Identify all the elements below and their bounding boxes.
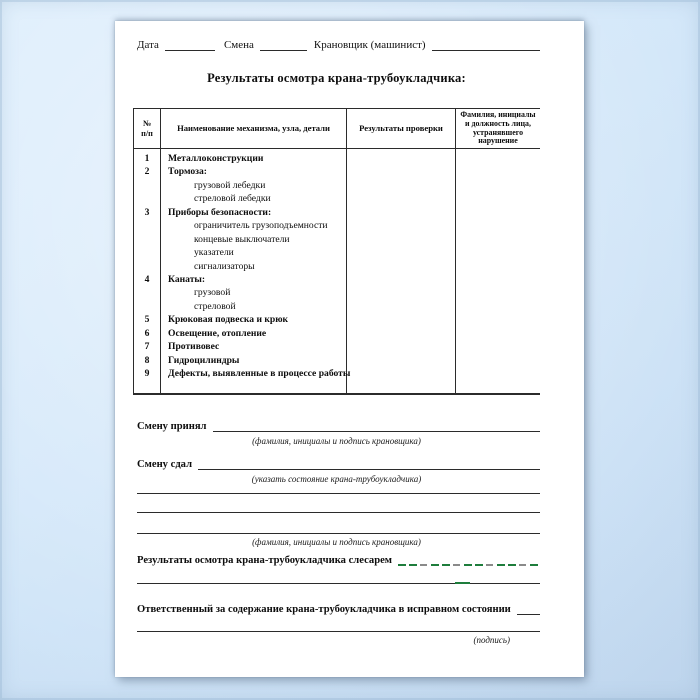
signature-hint: (подпись)	[473, 635, 510, 645]
table-row-item: Дефекты, выявленные в процессе работы	[168, 368, 351, 379]
table-row-number	[134, 233, 160, 246]
table-row-number	[134, 246, 160, 259]
table-row-number: 3	[144, 206, 150, 218]
table-row-number	[134, 192, 160, 205]
table-row-number	[134, 179, 160, 192]
shift-handed-row	[137, 456, 540, 470]
shift-handed-hint: (указать состояние крана-трубоукладчика)	[251, 474, 422, 484]
table-row-item: Гидроцилиндры	[168, 354, 240, 366]
blank-line-5	[137, 631, 540, 632]
operator-blank-line	[432, 37, 540, 51]
operator-label: Крановщик (машинист)	[313, 39, 426, 51]
responsible-row	[137, 601, 540, 615]
table-col-name-body	[161, 149, 351, 394]
table-col-result-body	[347, 149, 456, 394]
table-row-item: стреловой лебедки	[194, 193, 271, 205]
crane-operator-hint: (фамилия, инициалы и подпись крановщика)	[252, 537, 421, 547]
shift-accepted-label: Смену принял	[137, 421, 207, 432]
blank-line-4	[137, 583, 540, 584]
table-row-item: Крюковая подвеска и крюк	[168, 314, 289, 326]
table-col-person-body	[456, 149, 540, 394]
inspection-table	[133, 108, 540, 395]
blank-line-1	[137, 493, 540, 494]
table-row-number	[134, 260, 160, 273]
table-col-num-body	[134, 149, 161, 394]
table-row-item: Приборы безопасности:	[168, 206, 272, 218]
responsible-label: Ответственный за содержание крана-трубоукладчика в исправном состоянии	[137, 604, 511, 615]
table-row-number: 8	[144, 354, 150, 366]
shift-handed-label: Смену сдал	[137, 459, 193, 470]
table-row-item: Металлоконструкции	[168, 153, 264, 164]
table-row-item: указатели	[194, 247, 234, 259]
shift-handed-blank-line	[198, 456, 540, 470]
table-row-number	[134, 300, 160, 313]
table-row-number: 5	[144, 314, 150, 326]
header-fields-row	[137, 37, 540, 51]
table-row-item: Канаты:	[168, 273, 206, 285]
blank-line-3	[137, 533, 540, 534]
table-row-item: сигнализаторы	[194, 260, 255, 272]
green-line-segment	[455, 582, 470, 584]
table-row-item: Тормоза:	[168, 166, 208, 178]
date-label: Дата	[137, 39, 159, 51]
mechanic-results-dashed-line	[398, 554, 540, 566]
responsible-blank-line	[517, 601, 540, 615]
table-row-number: 6	[144, 327, 150, 339]
table-body	[134, 149, 540, 394]
table-row-number: 1	[144, 153, 150, 164]
table-row-item: стреловой	[194, 300, 236, 312]
table-row-item: Противовес	[168, 341, 220, 353]
table-row-number: 7	[144, 341, 150, 353]
table-row-item: концевые выключатели	[194, 233, 290, 245]
table-row-number: 9	[144, 368, 150, 379]
column-header-result: Результаты проверки	[347, 109, 456, 148]
shift-blank-line	[260, 37, 307, 51]
mechanic-results-row	[137, 554, 540, 566]
table-header-row	[134, 109, 540, 149]
blank-line-2	[137, 512, 540, 513]
table-row-item: грузовой	[194, 287, 231, 299]
mechanic-results-label: Результаты осмотра крана-трубоукладчика слесарем	[137, 555, 393, 566]
table-row-number	[134, 219, 160, 232]
shift-label: Смена	[223, 39, 254, 51]
table-row-number: 2	[144, 166, 150, 178]
date-blank-line	[165, 37, 215, 51]
shift-accepted-row	[137, 418, 540, 432]
document-page	[115, 21, 584, 677]
table-row-item: ограничитель грузоподъемности	[194, 220, 328, 232]
column-header-person: Фамилия, инициалы и должность лица, устранявшего нарушение	[460, 109, 536, 146]
shift-accepted-hint: (фамилия, инициалы и подпись крановщика)	[252, 436, 421, 446]
shift-accepted-blank-line	[213, 418, 541, 432]
table-row-number: 4	[144, 273, 150, 285]
column-header-name: Наименование механизма, узла, детали	[161, 109, 347, 148]
column-header-number: № п/п	[134, 109, 161, 148]
table-row-item: грузовой лебедки	[194, 179, 266, 191]
page-title: Результаты осмотра крана-трубоукладчика:	[207, 71, 466, 85]
table-row-item: Освещение, отопление	[168, 327, 267, 339]
table-row-number	[134, 286, 160, 299]
